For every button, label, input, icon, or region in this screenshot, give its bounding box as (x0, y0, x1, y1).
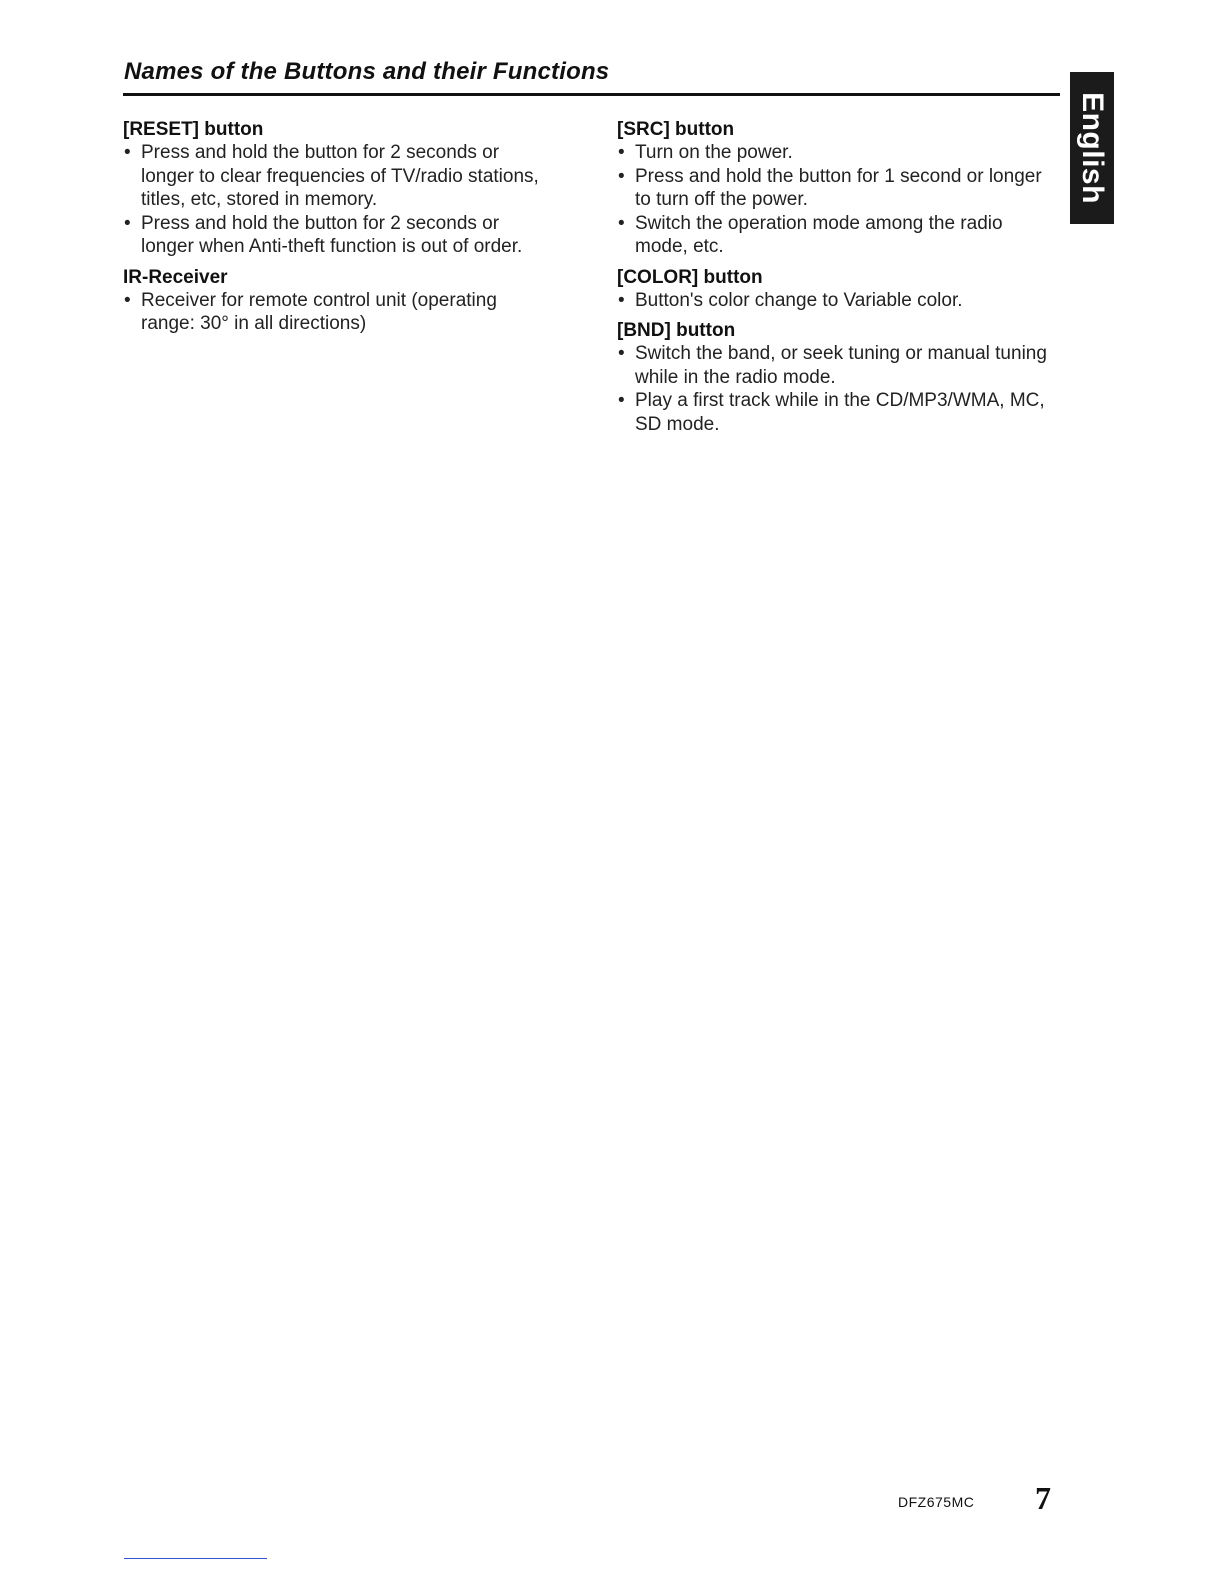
left-column (123, 119, 553, 344)
title-divider (123, 93, 1060, 96)
src-button-list (617, 141, 1047, 259)
bnd-button-section (617, 320, 1047, 436)
ir-receiver-heading: IR-Receiver (123, 266, 228, 288)
list-item: • Press and hold the button for 2 seconds or longer when Anti-theft function is out of order. (123, 212, 553, 259)
list-item: • Button's color change to Variable color. (617, 289, 1047, 313)
ir-receiver-list (123, 289, 553, 336)
language-tab-label: English (1076, 92, 1109, 204)
right-column (617, 119, 1047, 444)
list-item: • Switch the band, or seek tuning or manual tuning while in the radio mode. (617, 342, 1047, 389)
reset-button-section (123, 119, 553, 259)
reset-button-list (123, 141, 553, 259)
list-item: • Press and hold the button for 1 second or longer to turn off the power. (617, 165, 1047, 212)
list-item: • Receiver for remote control unit (operating range: 30° in all directions) (123, 289, 553, 336)
language-tab (1070, 72, 1114, 224)
color-button-section (617, 267, 1047, 313)
page-number: 7 (1035, 1480, 1051, 1516)
model-code: DFZ675MC (898, 1494, 975, 1510)
list-item: • Press and hold the button for 2 seconds or longer to clear frequencies of TV/radio stations, titles, etc, stored in memory. (123, 141, 553, 212)
src-button-section (617, 119, 1047, 259)
list-item: • Switch the operation mode among the radio mode, etc. (617, 212, 1047, 259)
list-item: • Turn on the power. (617, 141, 1047, 165)
color-button-heading: [COLOR] button (617, 266, 763, 288)
ir-receiver-section (123, 267, 553, 336)
list-item: • Play a first track while in the CD/MP3/WMA, MC, SD mode. (617, 389, 1047, 436)
page-title: Names of the Buttons and their Functions (124, 58, 610, 85)
reset-button-heading: [RESET] button (123, 119, 264, 140)
bnd-button-list (617, 342, 1047, 436)
footer-divider (124, 1558, 267, 1559)
src-button-heading: [SRC] button (617, 119, 735, 140)
bnd-button-heading: [BND] button (617, 320, 736, 341)
color-button-list (617, 289, 1047, 313)
